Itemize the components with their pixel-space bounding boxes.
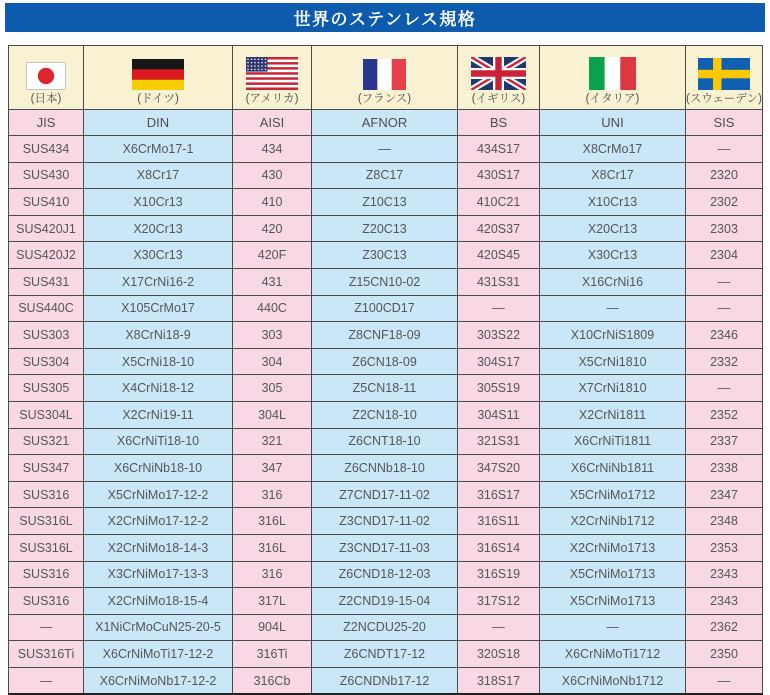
cell-sis: 2343 <box>686 588 763 615</box>
cell-jis: SUS305 <box>9 375 84 402</box>
cell-afnor: Z3CND17-11-02 <box>312 508 458 535</box>
cell-jis: SUS304L <box>9 401 84 428</box>
cell-sis: 2338 <box>686 455 763 482</box>
cell-uni: X16CrNi16 <box>540 268 686 295</box>
country-label: (フランス) <box>357 92 412 105</box>
cell-bs: 316S14 <box>458 534 540 561</box>
cell-din: X8CrNi18-9 <box>84 322 233 349</box>
standard-code-header-aisi: AISI <box>233 110 312 136</box>
cell-bs: 410C21 <box>458 189 540 216</box>
country-header-sis <box>686 46 763 110</box>
cell-sis: — <box>686 667 763 694</box>
standard-code-header-afnor: AFNOR <box>312 110 458 136</box>
cell-aisi: 347 <box>233 455 312 482</box>
cell-bs: 318S17 <box>458 667 540 694</box>
cell-aisi: 440C <box>233 295 312 322</box>
cell-aisi: 431 <box>233 268 312 295</box>
cell-din: X4CrNi18-12 <box>84 375 233 402</box>
cell-sis: 2303 <box>686 215 763 242</box>
standard-code-header-sis: SIS <box>686 110 763 136</box>
cell-din: X6CrNiMoTi17-12-2 <box>84 641 233 668</box>
stainless-standards-table <box>8 45 763 695</box>
cell-sis: 2350 <box>686 641 763 668</box>
cell-aisi: 904L <box>233 614 312 641</box>
standard-code-header-bs: BS <box>458 110 540 136</box>
cell-aisi: 420F <box>233 242 312 269</box>
cell-uni: — <box>540 614 686 641</box>
grade-row <box>9 588 763 615</box>
grade-row <box>9 242 763 269</box>
cell-bs: 304S11 <box>458 401 540 428</box>
country-header-aisi <box>233 46 312 110</box>
country-label: (スウェーデン) <box>686 92 762 105</box>
grade-row <box>9 375 763 402</box>
cell-jis: SUS420J1 <box>9 215 84 242</box>
cell-jis: SUS316L <box>9 508 84 535</box>
cell-din: X2CrNiMo17-12-2 <box>84 508 233 535</box>
cell-sis: — <box>686 295 763 322</box>
cell-sis: 2343 <box>686 561 763 588</box>
france-flag-icon <box>363 59 406 90</box>
cell-uni: X6CrNiNb1811 <box>540 455 686 482</box>
cell-jis: SUS347 <box>9 455 84 482</box>
cell-uni: X6CrNiMoNb1712 <box>540 667 686 694</box>
grade-row <box>9 162 763 189</box>
cell-jis: SUS316 <box>9 561 84 588</box>
cell-afnor: Z15CN10-02 <box>312 268 458 295</box>
grade-row <box>9 268 763 295</box>
country-label: (アメリカ) <box>245 92 299 105</box>
grade-row <box>9 455 763 482</box>
cell-aisi: 420 <box>233 215 312 242</box>
cell-afnor: Z20C13 <box>312 215 458 242</box>
cell-din: X6CrNiTi18-10 <box>84 428 233 455</box>
cell-jis: — <box>9 667 84 694</box>
cell-afnor: Z8CNF18-09 <box>312 322 458 349</box>
cell-sis: 2332 <box>686 348 763 375</box>
cell-uni: X20Cr13 <box>540 215 686 242</box>
page-title <box>5 3 765 32</box>
japan-flag-icon <box>26 62 66 90</box>
cell-sis: 2348 <box>686 508 763 535</box>
cell-bs: 303S22 <box>458 322 540 349</box>
cell-sis: 2347 <box>686 481 763 508</box>
cell-aisi: 434 <box>233 136 312 163</box>
cell-jis: SUS440C <box>9 295 84 322</box>
cell-aisi: 304 <box>233 348 312 375</box>
cell-din: X2CrNiMo18-15-4 <box>84 588 233 615</box>
cell-jis: SUS316Ti <box>9 641 84 668</box>
cell-uni: X5CrNiMo1713 <box>540 588 686 615</box>
cell-afnor: Z6CN18-09 <box>312 348 458 375</box>
cell-bs: 317S12 <box>458 588 540 615</box>
cell-bs: 316S11 <box>458 508 540 535</box>
cell-afnor: Z6CNDT17-12 <box>312 641 458 668</box>
cell-jis: SUS431 <box>9 268 84 295</box>
cell-aisi: 316Cb <box>233 667 312 694</box>
uk-flag-icon <box>471 57 526 90</box>
cell-din: X6CrNiNb18-10 <box>84 455 233 482</box>
sweden-flag-icon <box>698 58 750 90</box>
country-header-row <box>9 46 763 110</box>
cell-uni: X10Cr13 <box>540 189 686 216</box>
grade-row <box>9 401 763 428</box>
cell-jis: SUS303 <box>9 322 84 349</box>
cell-afnor: — <box>312 136 458 163</box>
cell-din: X30Cr13 <box>84 242 233 269</box>
cell-afnor: Z8C17 <box>312 162 458 189</box>
cell-bs: 347S20 <box>458 455 540 482</box>
cell-jis: SUS316 <box>9 588 84 615</box>
country-header-jis <box>9 46 84 110</box>
cell-aisi: 316L <box>233 534 312 561</box>
country-label: (ドイツ) <box>137 92 179 105</box>
country-label: (イタリア) <box>585 92 640 105</box>
cell-afnor: Z2CND19-15-04 <box>312 588 458 615</box>
cell-afnor: Z2NCDU25-20 <box>312 614 458 641</box>
cell-uni: X2CrNiMo1713 <box>540 534 686 561</box>
cell-jis: SUS321 <box>9 428 84 455</box>
cell-bs: 430S17 <box>458 162 540 189</box>
grade-row <box>9 428 763 455</box>
cell-din: X2CrNiMo18-14-3 <box>84 534 233 561</box>
cell-din: X2CrNi19-11 <box>84 401 233 428</box>
cell-afnor: Z6CNDNb17-12 <box>312 667 458 694</box>
country-header-bs <box>458 46 540 110</box>
cell-jis: SUS316L <box>9 534 84 561</box>
cell-sis: — <box>686 268 763 295</box>
cell-afnor: Z5CN18-11 <box>312 375 458 402</box>
cell-din: X10Cr13 <box>84 189 233 216</box>
grade-row <box>9 189 763 216</box>
grade-row <box>9 641 763 668</box>
cell-uni: X2CrNiNb1712 <box>540 508 686 535</box>
cell-sis: 2302 <box>686 189 763 216</box>
cell-aisi: 316 <box>233 481 312 508</box>
cell-bs: 431S31 <box>458 268 540 295</box>
cell-afnor: Z6CNT18-10 <box>312 428 458 455</box>
cell-uni: X8CrMo17 <box>540 136 686 163</box>
cell-bs: 320S18 <box>458 641 540 668</box>
cell-uni: X8Cr17 <box>540 162 686 189</box>
cell-din: X105CrMo17 <box>84 295 233 322</box>
cell-bs: 420S45 <box>458 242 540 269</box>
cell-aisi: 321 <box>233 428 312 455</box>
cell-aisi: 410 <box>233 189 312 216</box>
standard-code-header-din: DIN <box>84 110 233 136</box>
cell-jis: SUS430 <box>9 162 84 189</box>
cell-din: X5CrNi18-10 <box>84 348 233 375</box>
country-header-afnor <box>312 46 458 110</box>
cell-jis: SUS420J2 <box>9 242 84 269</box>
cell-uni: X7CrNi1810 <box>540 375 686 402</box>
cell-sis: 2346 <box>686 322 763 349</box>
usa-flag-icon <box>246 57 298 90</box>
grade-row <box>9 614 763 641</box>
cell-aisi: 303 <box>233 322 312 349</box>
cell-din: X5CrNiMo17-12-2 <box>84 481 233 508</box>
cell-aisi: 304L <box>233 401 312 428</box>
cell-din: X20Cr13 <box>84 215 233 242</box>
cell-afnor: Z6CND18-12-03 <box>312 561 458 588</box>
cell-bs: 305S19 <box>458 375 540 402</box>
cell-uni: X5CrNiMo1712 <box>540 481 686 508</box>
grade-row <box>9 534 763 561</box>
cell-jis: SUS304 <box>9 348 84 375</box>
cell-din: X1NiCrMoCuN25-20-5 <box>84 614 233 641</box>
cell-uni: X2CrNi1811 <box>540 401 686 428</box>
cell-sis: 2362 <box>686 614 763 641</box>
cell-din: X17CrNi16-2 <box>84 268 233 295</box>
country-label: (イギリス) <box>471 92 526 105</box>
cell-uni: — <box>540 295 686 322</box>
standard-code-header-jis: JIS <box>9 110 84 136</box>
cell-bs: 321S31 <box>458 428 540 455</box>
cell-din: X8Cr17 <box>84 162 233 189</box>
cell-uni: X5CrNiMo1713 <box>540 561 686 588</box>
cell-sis: 2353 <box>686 534 763 561</box>
cell-jis: SUS410 <box>9 189 84 216</box>
germany-flag-icon <box>132 59 184 90</box>
cell-sis: — <box>686 136 763 163</box>
page-title-text: 世界のステンレス規格 <box>293 10 477 29</box>
cell-sis: 2337 <box>686 428 763 455</box>
italy-flag-icon <box>589 57 636 90</box>
cell-bs: 304S17 <box>458 348 540 375</box>
cell-afnor: Z3CND17-11-03 <box>312 534 458 561</box>
cell-aisi: 316L <box>233 508 312 535</box>
cell-jis: SUS434 <box>9 136 84 163</box>
standard-code-header-row <box>9 110 763 136</box>
country-label: (日本) <box>30 92 62 105</box>
cell-afnor: Z2CN18-10 <box>312 401 458 428</box>
cell-bs: — <box>458 614 540 641</box>
cell-sis: 2352 <box>686 401 763 428</box>
country-header-uni <box>540 46 686 110</box>
cell-bs: 316S17 <box>458 481 540 508</box>
cell-bs: — <box>458 295 540 322</box>
cell-afnor: Z100CD17 <box>312 295 458 322</box>
cell-sis: 2320 <box>686 162 763 189</box>
cell-sis: 2304 <box>686 242 763 269</box>
grade-row <box>9 348 763 375</box>
grade-row <box>9 295 763 322</box>
grade-row <box>9 561 763 588</box>
cell-aisi: 316 <box>233 561 312 588</box>
cell-din: X3CrNiMo17-13-3 <box>84 561 233 588</box>
cell-afnor: Z6CNNb18-10 <box>312 455 458 482</box>
cell-din: X6CrNiMoNb17-12-2 <box>84 667 233 694</box>
grade-row <box>9 215 763 242</box>
cell-uni: X10CrNiS1809 <box>540 322 686 349</box>
cell-bs: 316S19 <box>458 561 540 588</box>
cell-jis: SUS316 <box>9 481 84 508</box>
standard-code-header-uni: UNI <box>540 110 686 136</box>
cell-afnor: Z7CND17-11-02 <box>312 481 458 508</box>
grade-row <box>9 667 763 694</box>
cell-aisi: 430 <box>233 162 312 189</box>
grade-row <box>9 322 763 349</box>
cell-uni: X6CrNiTi1811 <box>540 428 686 455</box>
cell-uni: X6CrNiMoTi1712 <box>540 641 686 668</box>
cell-sis: — <box>686 375 763 402</box>
grade-row <box>9 508 763 535</box>
country-header-din <box>84 46 233 110</box>
cell-aisi: 316Ti <box>233 641 312 668</box>
cell-bs: 434S17 <box>458 136 540 163</box>
cell-din: X6CrMo17-1 <box>84 136 233 163</box>
cell-uni: X5CrNi1810 <box>540 348 686 375</box>
cell-jis: — <box>9 614 84 641</box>
cell-afnor: Z30C13 <box>312 242 458 269</box>
cell-aisi: 305 <box>233 375 312 402</box>
cell-afnor: Z10C13 <box>312 189 458 216</box>
grade-row <box>9 481 763 508</box>
grade-row <box>9 136 763 163</box>
cell-bs: 420S37 <box>458 215 540 242</box>
cell-uni: X30Cr13 <box>540 242 686 269</box>
cell-aisi: 317L <box>233 588 312 615</box>
